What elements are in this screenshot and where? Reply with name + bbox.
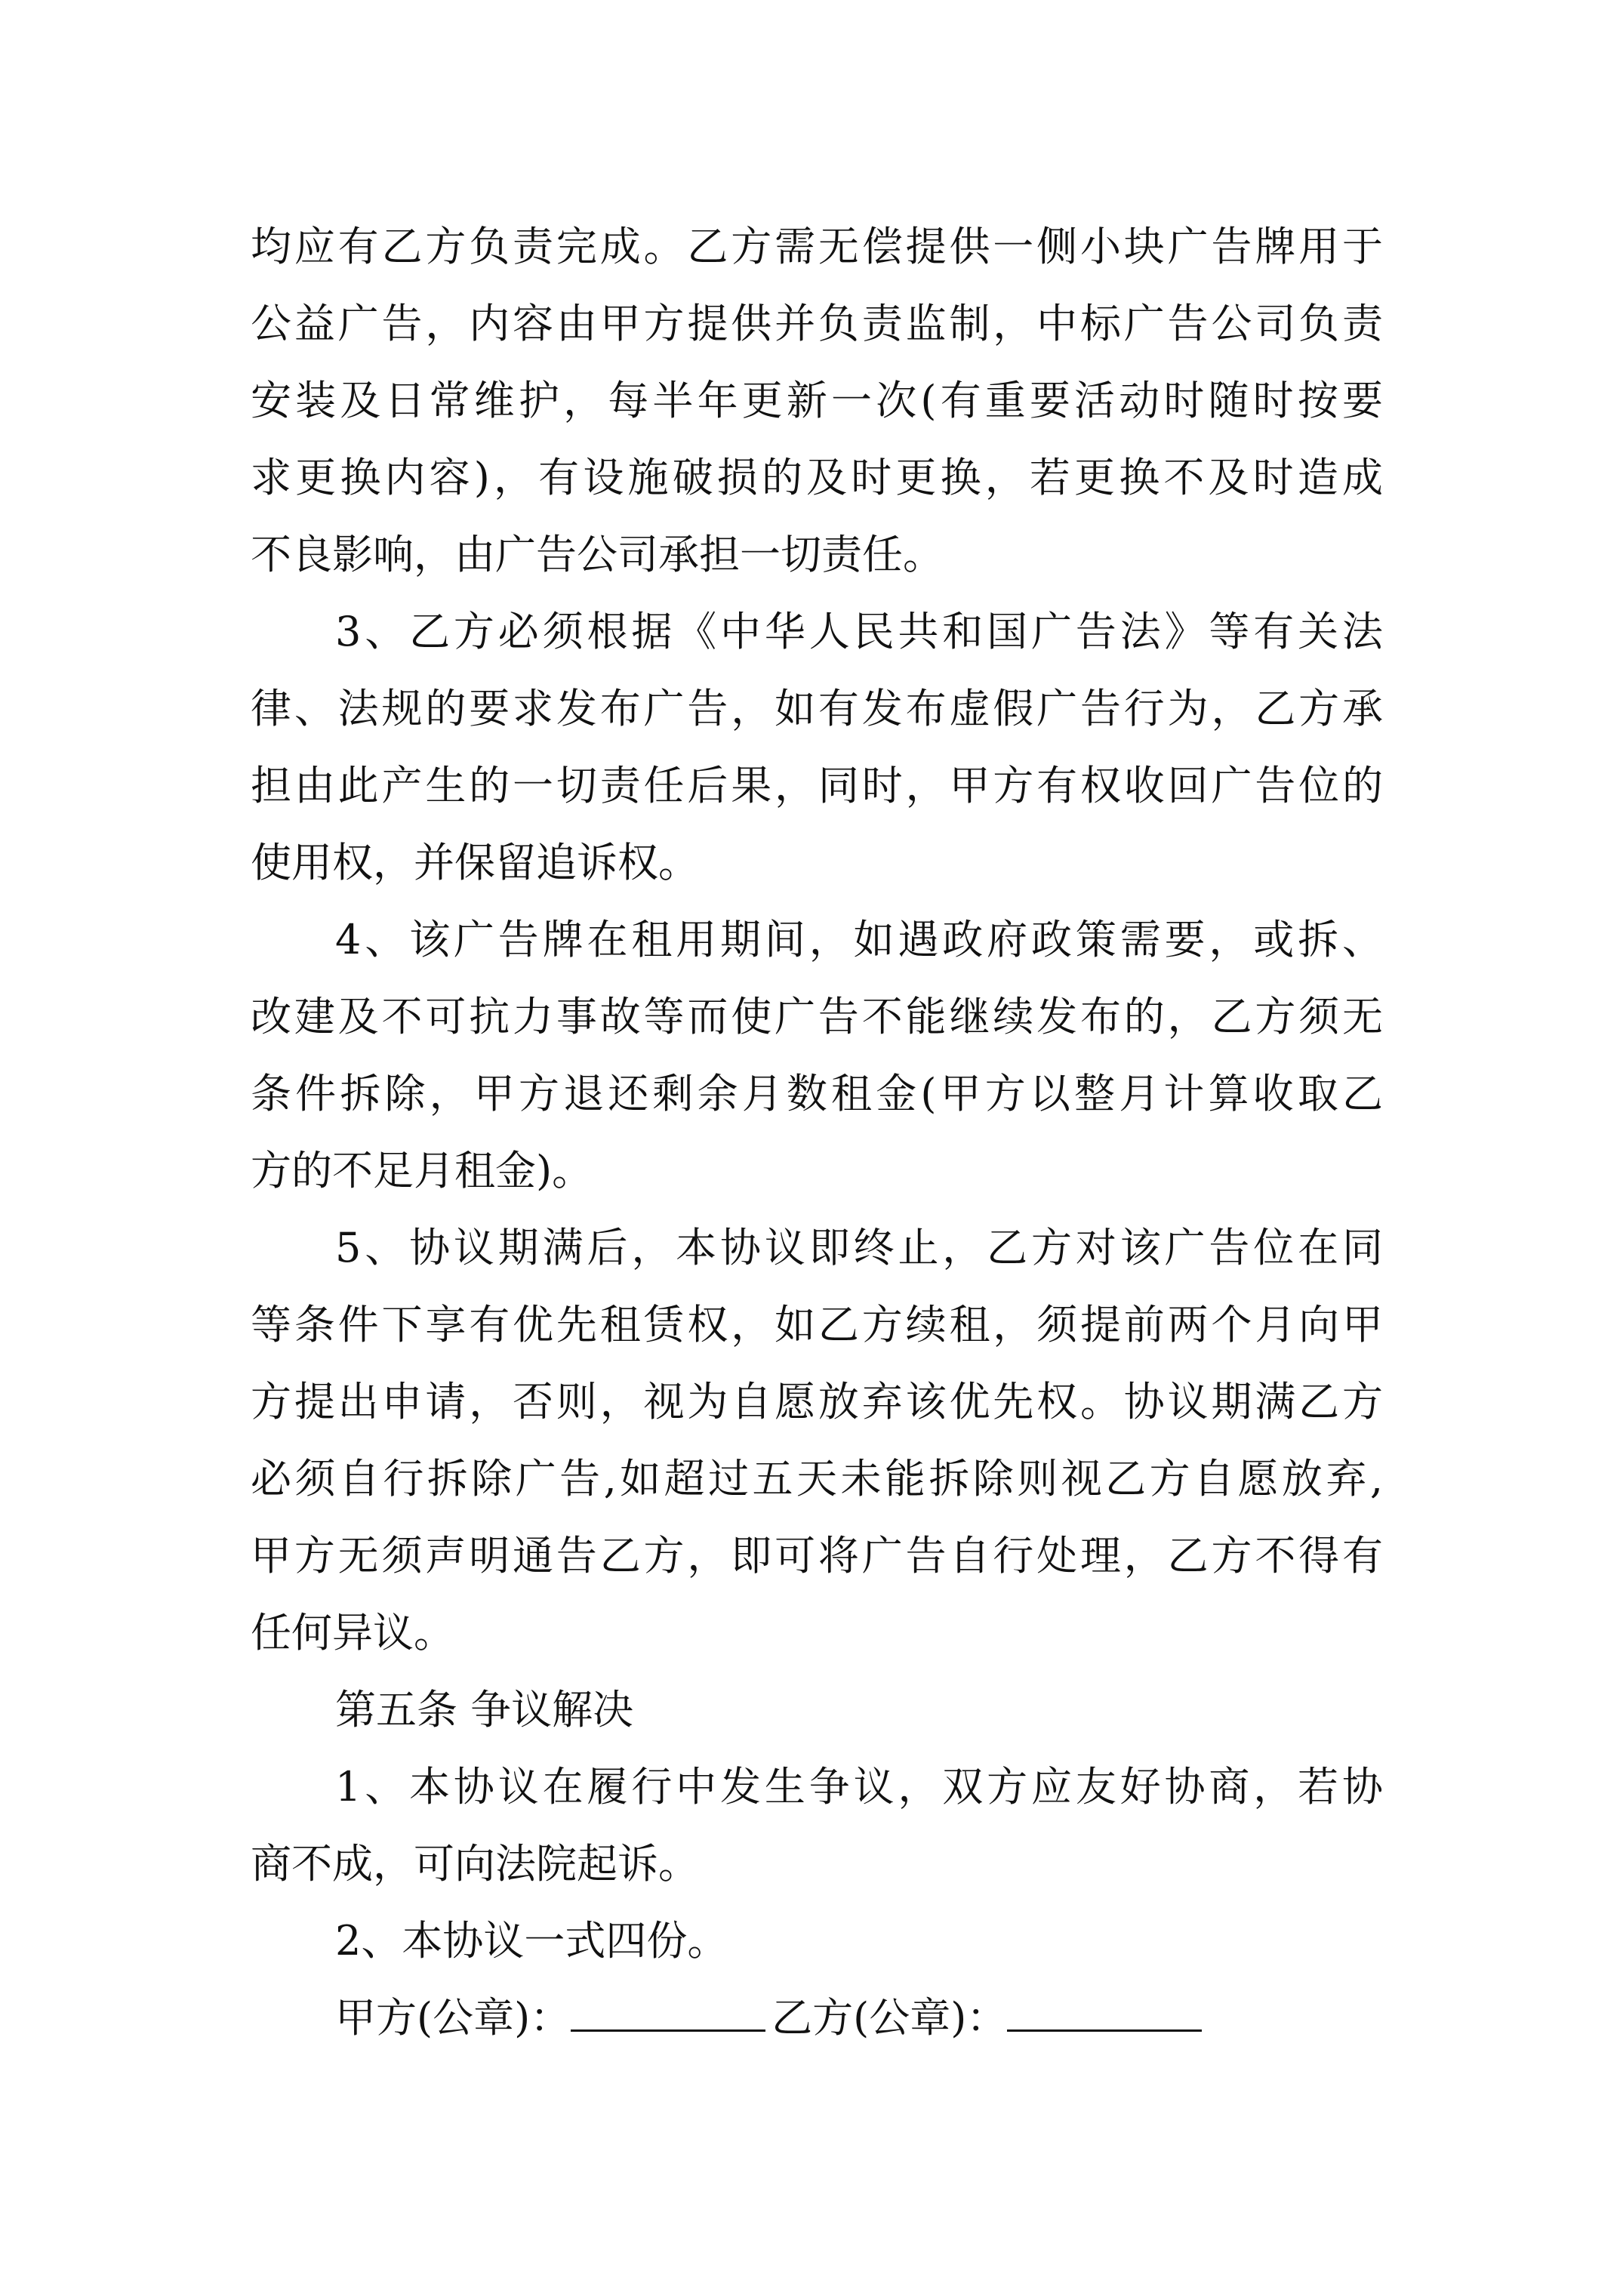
party-b-seal-label: 乙方(公章)： <box>771 1994 1008 2042</box>
signature-row <box>251 1980 1383 2057</box>
text-line: 使用权，并保留追诉权。 <box>251 839 699 886</box>
paragraph <box>251 1903 1383 1980</box>
paragraph <box>251 901 1383 1210</box>
text-line: 甲方无须声明通告乙方，即可将广告自行处理，乙方不得有 <box>251 1532 1383 1579</box>
text-line: 公益广告，内容由甲方提供并负责监制，中标广告公司负责 <box>251 300 1383 347</box>
text-line: 1、本协议在履行中发生争议，双方应友好协商，若协 <box>335 1763 1383 1811</box>
text-line: 担由此产生的一切责任后果，同时，甲方有权收回广告位的 <box>251 762 1383 809</box>
text-line: 方的不足月租金)。 <box>251 1147 593 1194</box>
paragraph <box>251 593 1383 901</box>
text-line: 律、法规的要求发布广告，如有发布虚假广告行为，乙方承 <box>251 685 1383 732</box>
paragraph <box>251 1210 1383 1672</box>
party-a-seal-label: 甲方(公章)： <box>335 1994 571 2042</box>
text-line: 条件拆除，甲方退还剩余月数租金(甲方以整月计算收取乙 <box>251 1070 1383 1117</box>
text-line: 商不成，可向法院起诉。 <box>251 1840 699 1888</box>
paragraph <box>251 1749 1383 1903</box>
text-line: 不良影响，由广告公司承担一切责任。 <box>251 531 944 578</box>
text-line: 5、协议期满后，本协议即终止，乙方对该广告位在同 <box>335 1224 1383 1271</box>
article-heading: 第五条 争议解决 <box>335 1686 634 1734</box>
text-line: 求更换内容)，有设施破损的及时更换，若更换不及时造成 <box>251 454 1383 501</box>
text-line: 3、乙方必须根据《中华人民共和国广告法》等有关法 <box>335 608 1383 655</box>
text-line: 改建及不可抗力事故等而使广告不能继续发布的，乙方须无 <box>251 993 1383 1040</box>
text-line: 均应有乙方负责完成。乙方需无偿提供一侧小块广告牌用于 <box>251 223 1383 270</box>
document-body <box>251 208 1383 2057</box>
text-line: 方提出申请，否则，视为自愿放弃该优先权。协议期满乙方 <box>251 1378 1383 1425</box>
paragraph <box>251 208 1383 593</box>
party-a-signature-line <box>571 1980 765 2032</box>
text-line: 2、本协议一式四份。 <box>335 1917 728 1965</box>
text-line: 4、该广告牌在租用期间，如遇政府政策需要，或拆、 <box>335 916 1383 963</box>
party-b-signature-line <box>1007 1980 1202 2032</box>
text-line: 安装及日常维护，每半年更新一次(有重要活动时随时按要 <box>251 377 1383 424</box>
text-line: 等条件下享有优先租赁权，如乙方续租，须提前两个月向甲 <box>251 1301 1383 1348</box>
text-line: 任何异议。 <box>251 1609 454 1657</box>
text-line: 必须自行拆除广告,如超过五天未能拆除则视乙方自愿放弃, <box>251 1455 1383 1502</box>
